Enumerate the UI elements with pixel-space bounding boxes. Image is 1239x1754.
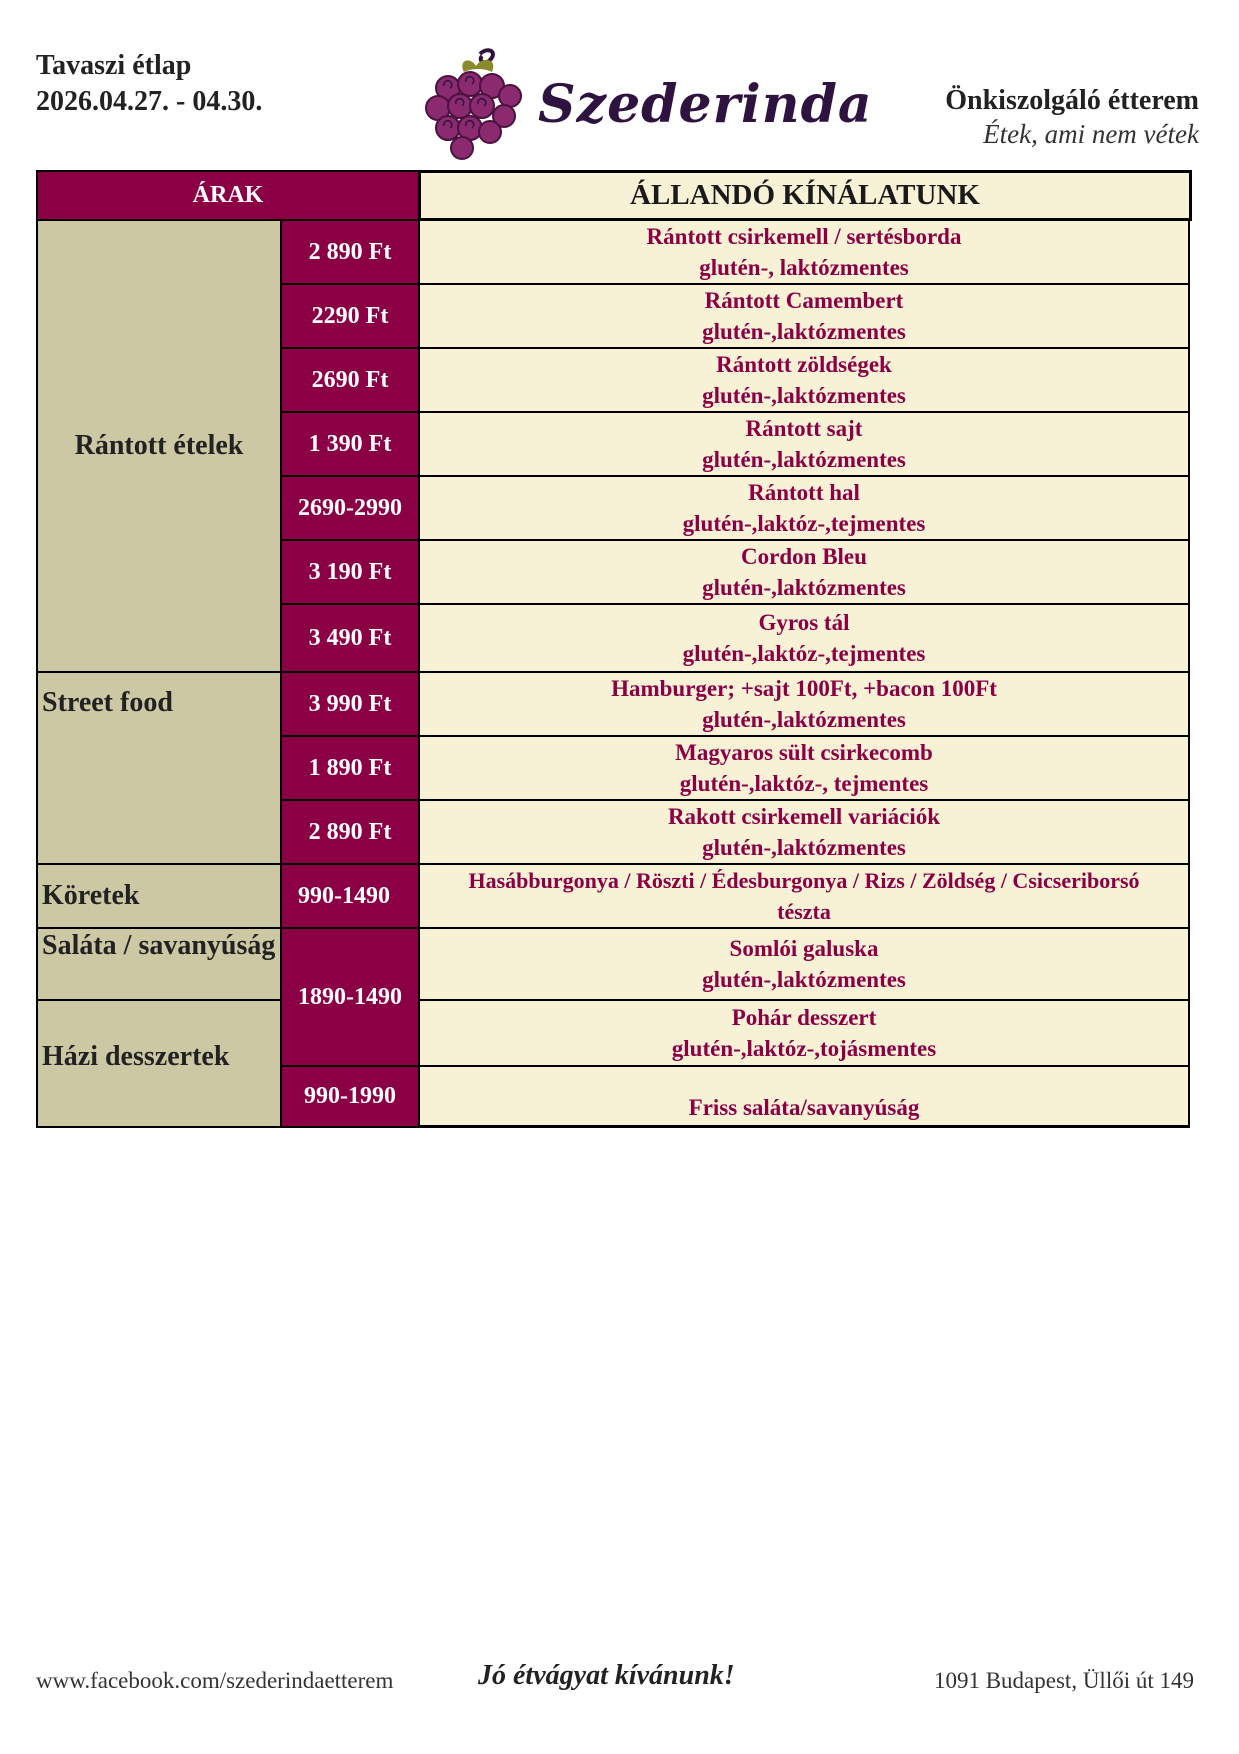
menu-item: [418, 411, 1190, 477]
item-name: Somlói galuska: [729, 936, 879, 961]
menu-date-range: 2026.04.27. - 04.30.: [36, 86, 263, 117]
item-name: Rántott Camembert: [704, 288, 904, 313]
price-cell: 1 890 Ft: [280, 735, 420, 801]
address: 1091 Budapest, Üllői út 149: [933, 1668, 1194, 1693]
item-note: glutén-,laktóz-,tejmentes: [682, 511, 926, 536]
price-cell: 990-1490: [280, 863, 420, 929]
item-note: glutén-,laktózmentes: [702, 967, 906, 992]
price-cell: 2690-2990: [280, 475, 420, 541]
item-name: Rántott csirkemell / sertésborda: [646, 224, 962, 249]
price-cell: 2 890 Ft: [280, 799, 420, 865]
menu-item: [418, 539, 1190, 605]
category-street-food: Street food: [36, 671, 282, 865]
price-cell: 2 890 Ft: [280, 219, 420, 285]
item-name: Rántott sajt: [745, 416, 863, 441]
category-hazi-desszertek: Házi desszertek: [36, 999, 282, 1128]
price-cell: 1890-1490: [280, 927, 420, 1067]
item-name: Rántott hal: [748, 480, 860, 505]
price-cell: 2690 Ft: [280, 347, 420, 413]
restaurant-info: [945, 84, 1199, 150]
item-name: Rántott zöldségek: [716, 352, 892, 377]
category-koretek: Köretek: [36, 863, 282, 929]
menu-item: [418, 799, 1190, 865]
item-note: glutén-, laktózmentes: [699, 255, 909, 280]
price-cell: 2290 Ft: [280, 283, 420, 349]
item-name: Rakott csirkemell variációk: [667, 804, 941, 829]
menu-title-block: [36, 48, 262, 120]
slogan: Étek, ami nem vétek: [983, 119, 1199, 149]
item-note: glutén-,laktóz-,tejmentes: [682, 641, 926, 666]
menu-item: [418, 475, 1190, 541]
item-name: Hamburger; +sajt 100Ft, +bacon 100Ft: [611, 676, 997, 701]
menu-item: [418, 999, 1190, 1067]
menu-table: [36, 170, 1192, 1128]
menu-item: [418, 863, 1190, 929]
item-note: glutén-,laktózmentes: [702, 319, 906, 344]
category-rantott-etelek: Rántott ételek: [36, 219, 282, 673]
brand-logo: [418, 46, 873, 166]
menu-item: [418, 347, 1190, 413]
price-cell: 990-1990: [280, 1065, 420, 1128]
brand-name: Szederinda: [538, 74, 873, 135]
menu-item: [418, 603, 1190, 673]
menu-item: [418, 671, 1190, 737]
item-note: glutén-,laktózmentes: [702, 835, 906, 860]
raspberry-icon: [418, 46, 528, 166]
menu-item: [418, 219, 1190, 285]
item-note: glutén-,laktózmentes: [702, 575, 906, 600]
item-note: glutén-,laktózmentes: [702, 383, 906, 408]
item-name: Magyaros sült csirkecomb: [675, 740, 933, 765]
item-name: Hasábburgonya / Röszti / Édesburgonya / Rizs / Zöldség / Csicseriborsó: [468, 868, 1140, 893]
price-cell: 3 490 Ft: [280, 603, 420, 673]
item-name: Pohár desszert: [731, 1005, 877, 1030]
price-cell: 1 390 Ft: [280, 411, 420, 477]
item-note: Friss saláta/savanyúság: [688, 1095, 920, 1120]
item-name: Cordon Bleu: [741, 544, 867, 569]
facebook-link[interactable]: www.facebook.com/szederindaetterem: [36, 1668, 394, 1693]
item-note: glutén-,laktózmentes: [702, 447, 906, 472]
item-note: glutén-,laktóz-, tejmentes: [679, 771, 929, 796]
item-note: glutén-,laktóz-,tojásmentes: [671, 1036, 937, 1061]
bon-appetit-text: Jó étvágyat kívánunk!: [478, 1660, 735, 1691]
item-name: Gyros tál: [758, 610, 850, 635]
menu-item: [418, 283, 1190, 349]
menu-item: [418, 927, 1190, 1001]
restaurant-type: Önkiszolgáló étterem: [945, 85, 1199, 116]
price-cell: 3 190 Ft: [280, 539, 420, 605]
menu-item: [418, 1065, 1190, 1128]
footer: [36, 1660, 1194, 1700]
menu-item: [418, 735, 1190, 801]
offer-header: ÁLLANDÓ KÍNÁLATUNK: [418, 170, 1192, 221]
category-salata: Saláta / savanyúság: [36, 927, 282, 1001]
price-cell: 3 990 Ft: [280, 671, 420, 737]
item-note: glutén-,laktózmentes: [702, 707, 906, 732]
item-note: tészta: [777, 899, 831, 924]
menu-title: Tavaszi étlap: [36, 50, 192, 81]
prices-header: ÁRAK: [36, 170, 420, 221]
